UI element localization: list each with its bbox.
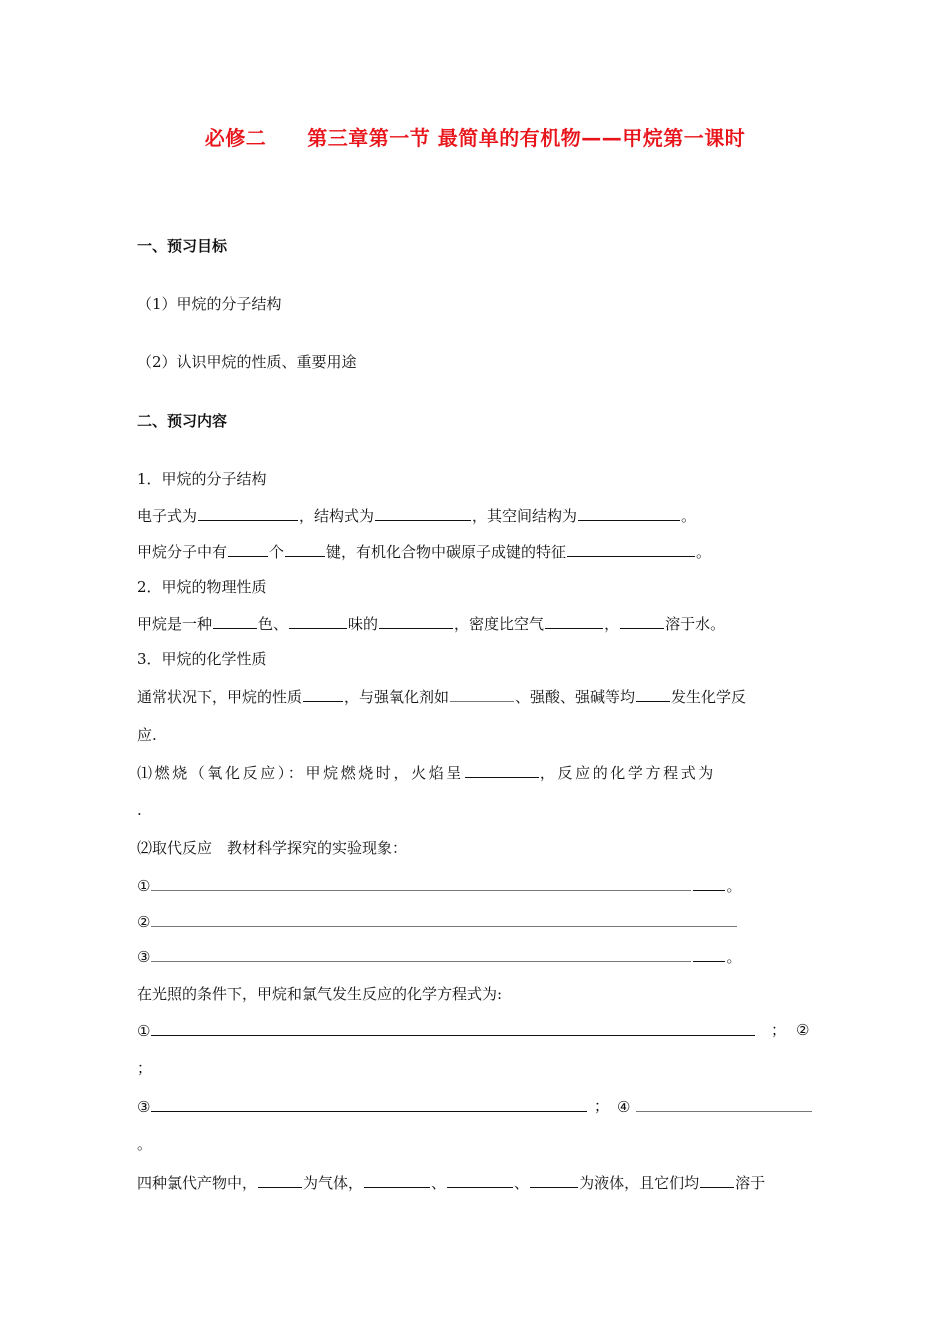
text-segment: 四种氯代产物中， <box>137 1174 258 1192</box>
answer-blank[interactable] <box>289 613 347 629</box>
marker: ① <box>137 877 151 895</box>
marker: ④ <box>617 1098 631 1116</box>
text-segment: 。 <box>696 543 712 561</box>
section-heading-content: 二、预习内容 <box>137 412 228 430</box>
answer-blank[interactable] <box>530 1172 578 1188</box>
products-line <box>137 1172 765 1193</box>
text-segment: 键，有机化合物中碳原子成键的特征 <box>326 543 567 561</box>
text-segment: ，反应的化学方程式为 <box>539 764 716 782</box>
text-segment: 甲烷分子中有 <box>137 543 228 561</box>
answer-blank[interactable] <box>700 1172 734 1188</box>
goal-item-1: （1）甲烷的分子结构 <box>137 295 282 313</box>
equation-end: 。 <box>137 1135 153 1153</box>
answer-blank[interactable] <box>693 875 725 891</box>
text-segment: 溶于 <box>735 1174 766 1192</box>
text-segment: 个 <box>269 543 285 561</box>
answer-blank[interactable] <box>567 541 695 557</box>
answer-blank[interactable] <box>151 875 691 891</box>
text-segment: ⑴燃烧（氧化反应）：甲烷燃烧时，火焰呈 <box>137 764 464 782</box>
observation-line-1 <box>137 875 741 896</box>
answer-blank[interactable] <box>578 505 680 521</box>
text-segment: 。 <box>726 877 742 895</box>
combustion-line <box>137 762 716 783</box>
answer-blank[interactable] <box>258 1172 302 1188</box>
answer-blank[interactable] <box>693 946 725 962</box>
equation-line-4 <box>617 1096 813 1117</box>
text-segment: 、 <box>431 1174 447 1192</box>
text-segment: 发生化学反 <box>671 688 747 706</box>
answer-blank[interactable] <box>379 613 453 629</box>
text-segment: 为液体，且它们均 <box>579 1174 700 1192</box>
light-equation-title: 在光照的条件下，甲烷和氯气发生反应的化学方程式为: <box>137 985 503 1003</box>
text-segment: 为气体， <box>303 1174 364 1192</box>
text-segment: ，密度比空气 <box>454 615 545 633</box>
answer-blank[interactable] <box>447 1172 513 1188</box>
text-segment: 。 <box>726 948 742 966</box>
answer-blank[interactable] <box>636 1096 812 1112</box>
question-2-title: 2．甲烷的物理性质 <box>137 578 267 596</box>
question-3-title: 3．甲烷的化学性质 <box>137 650 267 668</box>
answer-blank[interactable] <box>213 613 257 629</box>
answer-blank[interactable] <box>151 946 691 962</box>
text-segment: ，与强氧化剂如 <box>344 688 450 706</box>
text-segment: 色、 <box>258 615 289 633</box>
text-segment: 电子式为 <box>137 507 198 525</box>
marker: ③ <box>137 1098 151 1116</box>
combustion-end: . <box>137 801 142 819</box>
observation-line-2 <box>137 911 738 932</box>
answer-blank[interactable] <box>228 541 268 557</box>
answer-blank[interactable] <box>303 686 343 702</box>
text-segment: ， <box>604 615 620 633</box>
answer-blank[interactable] <box>465 762 539 778</box>
answer-blank[interactable] <box>364 1172 430 1188</box>
answer-blank[interactable] <box>151 1096 587 1112</box>
equation-line-3 <box>137 1096 588 1117</box>
marker: ① <box>137 1022 151 1040</box>
equation-sep-2: ； <box>137 1059 153 1077</box>
answer-blank[interactable] <box>636 686 670 702</box>
question-1-line-2 <box>137 541 711 562</box>
answer-blank[interactable] <box>545 613 603 629</box>
goal-item-2: （2）认识甲烷的性质、重要用途 <box>137 353 357 371</box>
question-1-line-1 <box>137 505 696 526</box>
equation-sep-3: ； <box>594 1097 610 1115</box>
question-1-title: 1．甲烷的分子结构 <box>137 470 267 488</box>
text-segment: 。 <box>681 507 697 525</box>
equation-marker-2: ② <box>796 1021 810 1039</box>
substitution-title: ⑵取代反应 教材科学探究的实验现象： <box>137 839 408 857</box>
text-segment: 、强酸、强碱等均 <box>515 688 636 706</box>
text-segment: 、 <box>514 1174 530 1192</box>
section-heading-goals: 一、预习目标 <box>137 237 228 255</box>
answer-blank[interactable] <box>151 911 737 927</box>
text-segment: 味的 <box>348 615 379 633</box>
marker: ③ <box>137 948 151 966</box>
answer-blank[interactable] <box>375 505 471 521</box>
equation-sep-1: ； <box>771 1021 787 1039</box>
answer-blank[interactable] <box>285 541 325 557</box>
observation-line-3 <box>137 946 741 967</box>
equation-line-1 <box>137 1020 756 1041</box>
text-segment: ，其空间结构为 <box>472 507 578 525</box>
answer-blank[interactable] <box>450 686 514 702</box>
text-segment: 通常状况下，甲烷的性质 <box>137 688 303 706</box>
question-2-line <box>137 613 725 634</box>
marker: ② <box>137 913 151 931</box>
text-segment: 甲烷是一种 <box>137 615 213 633</box>
text-segment: ，结构式为 <box>299 507 375 525</box>
answer-blank[interactable] <box>620 613 664 629</box>
text-segment: 溶于水。 <box>665 615 726 633</box>
page-title: 必修二 第三章第一节 最简单的有机物——甲烷第一课时 <box>204 126 746 150</box>
answer-blank[interactable] <box>151 1020 755 1036</box>
question-3-line-1-cont: 应. <box>137 726 157 744</box>
question-3-line-1 <box>137 686 746 707</box>
answer-blank[interactable] <box>198 505 298 521</box>
